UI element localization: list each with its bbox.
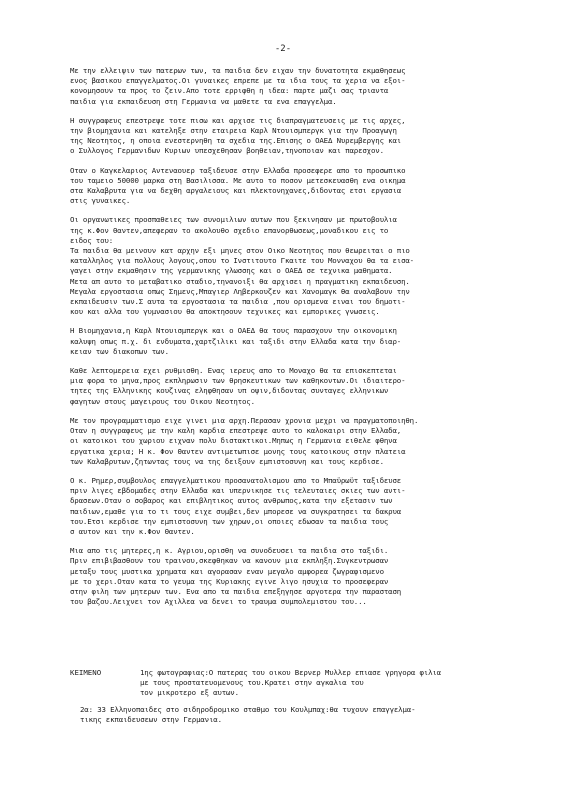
text-line: Οι οργανωτικες προσπαθειες των συνομιλιων αυτων που ξεκινησαν με πρωτοβουλια [70, 215, 397, 225]
text-line: στα Καλαβρυτα για να δεχθη αργαλειους και πλεκτονηχανες,διδοντας ετσι εργασια [70, 186, 402, 196]
text-line: Ο κ. Ρημερ,συμβουλος επαγγελματικου προσανατολισμου απο το Μπαϋρωϋτ ταξιδευσε [70, 475, 402, 485]
text-line: μεταξυ τους μυστικα χρηματα και αγορασαν εναν μεγαλο αμφορεα ζωγραφισμενο [70, 566, 384, 576]
text-line: κου και αλλα του γυμνασιου θα αποκτησουν τεχνικες και εμπορικες γνωσεις. [70, 307, 380, 317]
text-line: στις γυναικες. [70, 196, 131, 206]
caption-label: ΚΕΙΜΕΝΟ [70, 668, 102, 677]
caption-line: 2α: 33 Ελληνοπαιδες στο σιδηροδρομικο σταθμο του Κουλμπαχ:θα τυχουν επαγγελμα- [80, 704, 416, 714]
text-line: ο Συλλογος Γερμανιδων Κυριων υπεσχεθησαν βοηθειαν,τηνοποιαν και παρεσχον. [70, 146, 384, 156]
text-line: Οταν η συγγραφευς με την καλη καρδια επεστρεψε αυτο το καλοκαιρι στην Ελλαδα, [70, 426, 402, 436]
text-line: της Νεοτητος, η οποια ενεστερνηθη τα σχεδια της.Επισης ο ΟΑΕΔ Νυρεμβεργης και [70, 136, 402, 146]
text-line: παιδιων,εμαθε για το τι τους ειχε συμβει,δεν μπορεσε να συγκρατησει τα δακρυα [70, 506, 402, 516]
page-number: -2- [274, 44, 292, 54]
caption-photo-2 [70, 705, 520, 725]
caption-line: με τους προστατευομενους του.Κρατει στην αγκαλια του [140, 678, 364, 688]
paragraph [70, 166, 510, 207]
text-line: Με την ελλειψιν των πατερων των, τα παιδια δεν ειχαν την δυνατοτητα εκμαθησεως [70, 66, 406, 75]
text-line: εκπαιδευσιν των.Σ αυτα τα εργοστασια τα παιδια ,που ορισμενα ειναι του δημοτι- [70, 297, 406, 307]
text-line: του.Ετσι κερδισε την εμπιστοσυνη των χηρων,οι οποιες εδωσαν τα παιδια τους [70, 516, 389, 526]
text-line: σ αυτον και την κ.Φον Θαντεν. [70, 526, 195, 536]
text-line: Η Βιομηχανια,η Καρλ Ντουισμπεργκ και ο ΟΑΕΔ θα τους παρασχουν την οικονομικη [70, 326, 397, 336]
paragraph [70, 546, 510, 607]
caption-line: τικης εκπαιδευσεων στην Γερμανια. [80, 714, 222, 724]
text-line: Η συγγραφευς επεστρεψε τοτε πισω και αρχισε τις διαπραγματευσεις με τις αρχες, [70, 115, 406, 125]
text-line: φαγητων στους μαγειρους του Οικου Νεοτητος. [70, 396, 255, 406]
text-line: του ταμειο 50000 μαρκα στη Βασιλισσα. Με αυτο το ποσον μετεσκευασθη ενα οικημα [70, 175, 406, 185]
text-line: καταλληλος για πολλους λογους,οπου το Ινστιτουτο Γκαιτε του Μονναχου θα τα εισα- [70, 256, 414, 266]
text-line: την βιομηχανια και κατεληξε στην εταιρεια Καρλ Ντουισμπεργκ για την Προαγωγη [70, 126, 397, 136]
caption-photo-1 [70, 668, 520, 699]
paragraph [70, 366, 510, 407]
paragraph [70, 66, 510, 107]
paragraph [70, 416, 510, 467]
captions-block [70, 668, 520, 725]
text-line: της κ.Φον Θαντεν,απεφεραν το ακολουθο σχεδιο επανορθωσεως,μοναδικου εις το [70, 225, 389, 235]
caption-line: τον μικροτερο εξ αυτων. [140, 688, 239, 698]
text-line: στην φιλη των μητερων των. Ενα απο τα παιδια επεξηγησε αργοτερα την παρασταση [70, 586, 402, 596]
text-line: καλυψη οπως π.χ. δι ενδυματα,χαρτζιλικι και ταξιδι στην Ελλαδα κατα την διαρ- [70, 336, 402, 346]
paragraph [70, 116, 510, 157]
text-line: δρασεων.Οταν ο σοβαρος και επιβλητικος αυτος ανθρωπος,κατα την εξετασιν των [70, 496, 393, 506]
text-line: τητες της Ελληνικης κουζινας εληφθησαν υπ οψιν,διδοντας συνταγες ελληνικων [70, 386, 389, 396]
text-line: ενος βασικου επαγγελματος.Οι γυναικες επρεπε με τα ιδια τους τα χερια να εξοι- [70, 76, 406, 86]
text-line: Μεγαλα εργοστασια οπως Σημενς,Μπαγιερ Ληβερκουζεν και Χανομαγκ θα αναλαβουν την [70, 286, 410, 296]
text-line: με το χερι.Οταν κατα το γευμα της Κυριακης εγινε λιγο ησυχια το προσεφεραν [70, 576, 389, 586]
text-line: οι κατοικοι του χωριου ειχναν πολυ διστακτικοι.Μηπως η Γερμανια ειθελε φθηνα [70, 436, 397, 446]
text-line: γαγει στην εκμαθησιν της γερμανικης γλωσσης και ο ΟΑΕΔ σε τεχνικα μαθηματα. [70, 266, 393, 276]
text-line: Τα παιδια θα μεινουν κατ αρχην εξι μηνες στον Οικο Νεοτητος που θεωρειται ο πιο [70, 246, 410, 256]
text-line: Με τον προγραμματισμο ειχε γινει μια αρχη.Περασαν χρονια μεχρι να πραγματοποιηθη. [70, 415, 419, 425]
text-line: κονομησουν τα προς το ζειν.Απο τοτε ερριφθη η ιδεα: παρτε μαζι σας τριαντα [70, 86, 389, 96]
paragraph [70, 215, 510, 317]
text-line: ειδος του: [70, 235, 113, 245]
text-line: πριν λιγες εβδομαδες στην Ελλαδα και υπερνικησε τις τελευταιες σκιες των αντι- [70, 486, 406, 496]
text-line: παιδια για εκπαιδευση στη Γερμανια να μαθετε τα ενα επαγγελμα. [70, 96, 337, 106]
paragraph [70, 326, 510, 357]
text-line: μια φορα το μηνα,προς εκπληρωσιν των θρησκευτικων των καθηκοντων.Οι ιδιαιτερο- [70, 376, 406, 386]
caption-line: 1ης φωτογραφιας:Ο πατερας του οικου Βερνερ Μυλλερ επιασε γρηγορα φιλια [140, 668, 441, 677]
text-line: Καθε λεπτομερεια εχει ρυθμισθη. Ενας ιερευς απο το Μοναχο θα τα επισκεπτεται [70, 366, 397, 376]
text-line: των Καλαβρυτων,ζητωντας τους να της δειξουν εμπιστοσυνη και τους κερδισε. [70, 456, 384, 466]
text-line: εργατικα χερια; Η κ. Φον Θαντεν αντιμετωπισε μονης τους κατοικους στην πλατεια [70, 446, 406, 456]
text-line: Μετα απ αυτο το μεταβατικο σταδιο,τηνανοιξι θα αρχισει η πραγματικη εκπαιδευση. [70, 276, 410, 286]
paragraph [70, 476, 510, 537]
text-line: Πριν επιβιβασθουν του τραινου,σκεφθηκαν να κανουν μια εκπληξη.Συγκεντρωσαν [70, 556, 389, 566]
document-body [70, 66, 510, 616]
text-line: του βαζου.Λειχνει τον Αχιλλεα να δενει το τραυμα συμπολεμιστου του... [70, 597, 367, 607]
text-line: Οταν ο Καγκελαριος Αντεναουερ ταξιδευσε στην Ελλαδα προσεφερε απο το προσωπικο [70, 165, 406, 175]
text-line: κειαν των διακοπων των. [70, 346, 169, 356]
text-line: Μια απο τις μητερες,η κ. Αγριου,ορισθη να συνοδευσει τα παιδια στο ταξιδι. [70, 546, 389, 556]
